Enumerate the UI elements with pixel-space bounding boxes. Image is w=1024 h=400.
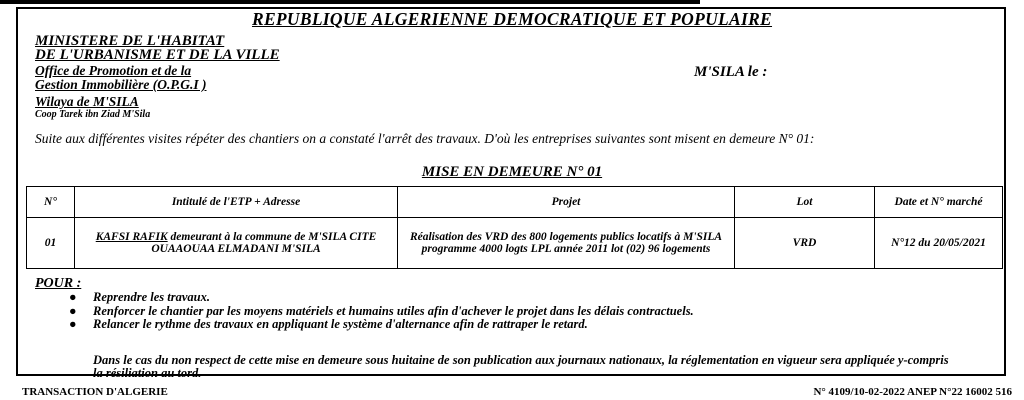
bullet-icon: ● bbox=[69, 290, 77, 304]
table-row bbox=[27, 218, 1003, 269]
header-lot: Lot bbox=[735, 187, 875, 218]
actions-list bbox=[35, 291, 995, 332]
pour-label: POUR : bbox=[35, 276, 82, 291]
company-address: demeurant à la commune de M'SILA CITE OUAAOUAA ELMADANI M'SILA bbox=[151, 231, 377, 255]
cell-etp bbox=[75, 218, 398, 269]
footer-reference: N° 4109/10-02-2022 ANEP N°22 16002 516 bbox=[813, 386, 1012, 398]
office-line-2: Gestion Immobilière (O.P.G.I ) bbox=[35, 77, 207, 92]
cell-marche: N°12 du 20/05/2021 bbox=[875, 218, 1003, 269]
ministry-block bbox=[35, 34, 280, 62]
office-line-1: Office de Promotion et de la bbox=[35, 63, 192, 78]
header-num: N° bbox=[27, 187, 75, 218]
closing-paragraph: Dans le cas du non respect de cette mise en demeure sous huitaine de son publication aux journaux nationaux, la réglementation en vigueur sera appliquée y-compris la résiliation au tord. bbox=[93, 353, 949, 380]
top-scan-bar bbox=[0, 0, 700, 4]
list-item bbox=[35, 318, 995, 332]
cell-num: 01 bbox=[27, 218, 75, 269]
action-text: Renforcer le chantier par les moyens matériels et humains utiles afin d'achever le projet dans les délais contractuels. bbox=[93, 303, 694, 318]
wilaya-label: Wilaya de M'SILA bbox=[35, 94, 139, 109]
office-block bbox=[35, 64, 207, 92]
table-header-row bbox=[27, 187, 1003, 218]
header-projet: Projet bbox=[398, 187, 735, 218]
footer-source: TRANSACTION D'ALGERIE bbox=[22, 386, 168, 398]
header-marche: Date et N° marché bbox=[875, 187, 1003, 218]
header-etp: Intitulé de l'ETP + Adresse bbox=[75, 187, 398, 218]
intro-paragraph: Suite aux différentes visites répéter des chantiers on a constaté l'arrêt des travaux. D'où les entreprises suivantes sont misent en demeure N° 01: bbox=[35, 131, 815, 146]
cell-lot: VRD bbox=[735, 218, 875, 269]
list-item bbox=[35, 305, 995, 319]
coop-label: Coop Tarek ibn Ziad M'Sila bbox=[35, 109, 151, 120]
cell-projet: Réalisation des VRD des 800 logements publics locatifs à M'SILA programme 4000 logts LPL année 2011 lot (02) 96 logements bbox=[398, 218, 735, 269]
action-text: Reprendre les travaux. bbox=[93, 290, 211, 304]
place-date: M'SILA le : bbox=[694, 64, 768, 80]
action-text: Relancer le rythme des travaux en appliquant le système d'alternance afin de rattraper le retard. bbox=[93, 317, 588, 331]
mise-en-demeure-title: MISE EN DEMEURE N° 01 bbox=[421, 164, 603, 180]
list-item bbox=[35, 291, 995, 305]
ministry-line-2: DE L'URBANISME ET DE LA VILLE bbox=[35, 47, 280, 63]
bullet-icon: ● bbox=[69, 303, 77, 318]
companies-table bbox=[26, 186, 1003, 269]
ministry-line-1: MINISTERE DE L'HABITAT bbox=[35, 33, 225, 49]
republic-title: REPUBLIQUE ALGERIENNE DEMOCRATIQUE ET POPULAIRE bbox=[251, 9, 773, 29]
company-name: KAFSI RAFIK bbox=[95, 231, 168, 243]
bullet-icon: ● bbox=[69, 317, 77, 331]
